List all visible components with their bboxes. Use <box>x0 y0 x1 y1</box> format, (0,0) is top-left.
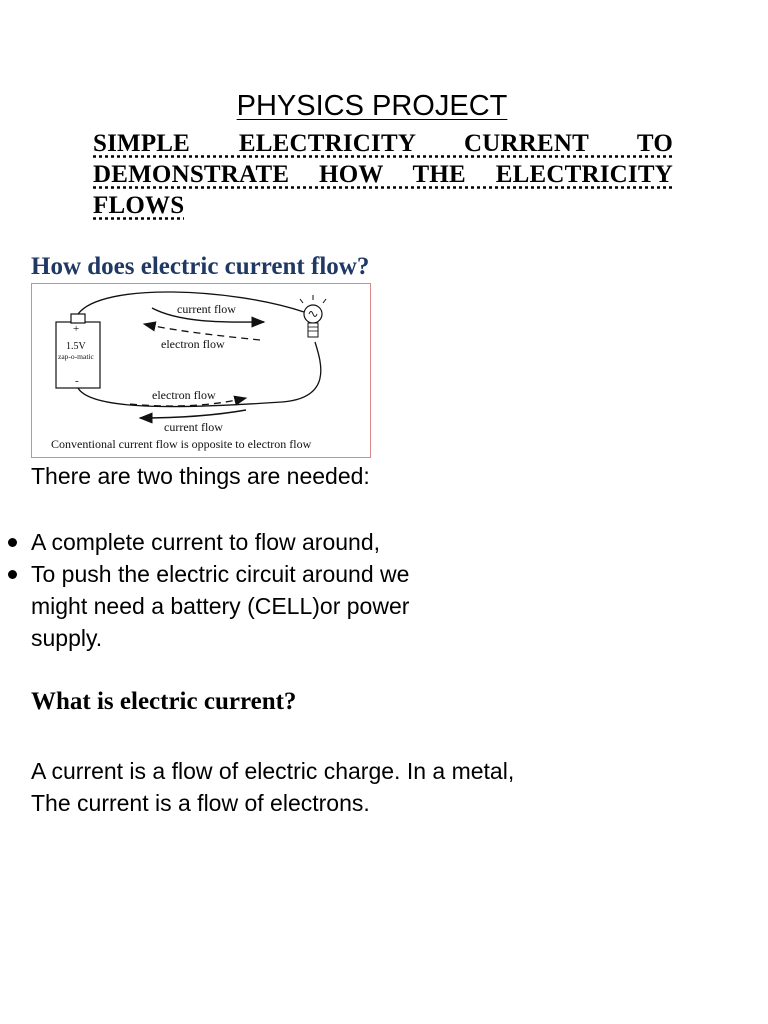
battery-terminal <box>71 314 85 323</box>
list-item-text: A complete current to flow around, <box>31 529 381 555</box>
list-item-text: To push the electric circuit around we might need a battery (CELL)or power supply. <box>31 561 410 651</box>
label-electron-flow-bottom: electron flow <box>152 388 216 402</box>
bullet-icon <box>8 538 17 547</box>
battery-brand: zap-o-matic <box>58 352 94 361</box>
definition-paragraph <box>31 755 631 819</box>
requirements-list <box>0 526 500 654</box>
page-subtitle: SIMPLE ELECTRICITY CURRENT TO DEMONSTRATE HOW THE ELECTRICITY FLOWS <box>93 130 673 219</box>
figure-caption: Conventional current flow is opposite to electron flow <box>51 437 312 451</box>
label-current-flow-top: current flow <box>177 302 236 316</box>
bullet-icon <box>8 570 17 579</box>
battery-plus: + <box>73 323 80 335</box>
paragraph-line-2: The current is a flow of electrons. <box>31 790 370 816</box>
label-electron-flow-top: electron flow <box>161 337 225 351</box>
circuit-diagram-svg <box>32 284 372 459</box>
paragraph-line-1: A current is a flow of electric charge. In a metal, <box>31 758 515 784</box>
battery-minus: - <box>75 375 79 387</box>
arrow-current-bottom <box>140 410 246 418</box>
section-heading-electric-current: What is electric current? <box>31 688 297 715</box>
battery-voltage: 1.5V <box>66 341 86 352</box>
label-current-flow-bottom: current flow <box>164 420 223 434</box>
light-bulb-icon <box>300 295 326 337</box>
list-item <box>0 558 500 654</box>
page-title: PHYSICS PROJECT <box>236 90 508 122</box>
circuit-diagram <box>31 283 371 458</box>
list-item <box>0 526 500 558</box>
section-heading-current-flow: How does electric current flow? <box>31 253 370 280</box>
intro-text: There are two things are needed: <box>31 463 370 489</box>
